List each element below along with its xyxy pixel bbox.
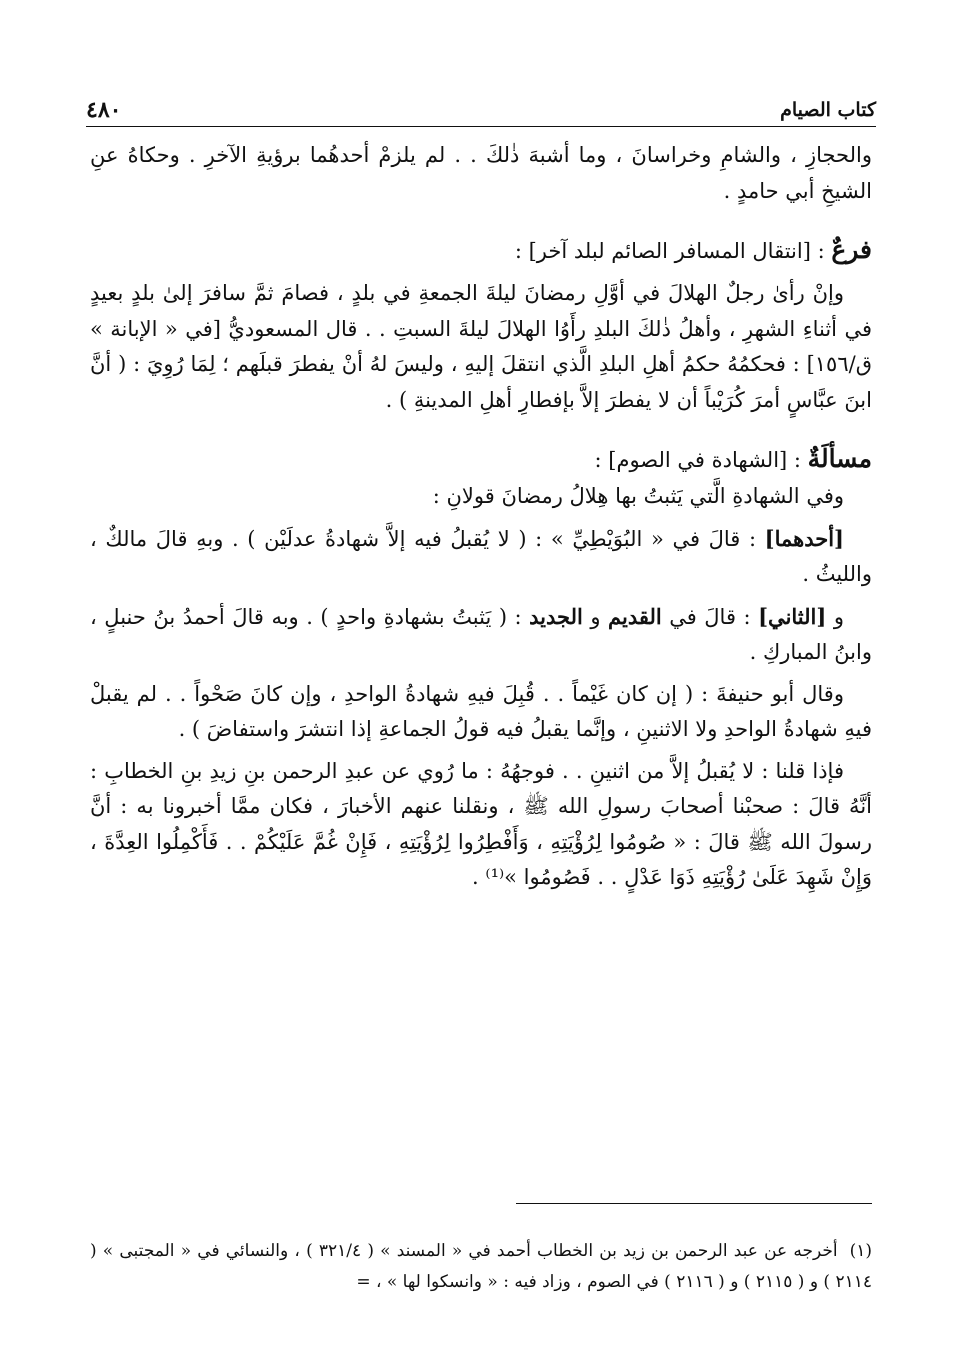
paragraph-3: وفي الشهادةِ الَّتي يَثبتُ بها هِلالُ رمضانَ قولانِ : bbox=[432, 484, 844, 508]
paragraph-5-prefix: و bbox=[826, 604, 844, 629]
section-heading-far bbox=[90, 231, 872, 270]
heading-keyword: فرعٌ bbox=[831, 235, 872, 264]
paragraph-4 bbox=[90, 521, 872, 593]
page-header bbox=[86, 86, 876, 122]
paragraph-6: وقال أبو حنيفةَ : ( إن كان غَيْماً . . قُبِلَ فيهِ شهادةُ الواحدِ ، وإن كانَ صَحْواً . . لم يقبلْ فيهِ شهادةُ الواحدِ ولا الاثنينِ ، وإنَّما يقبلُ فيه قولُ الجماعةِ إذا انتشرَ واستفاضَ ) . bbox=[90, 681, 872, 741]
footnote-text: أخرجه عن عبد الرحمن بن زيد بن الخطاب أحمد في « المسند » ( ٣٢١/٤ ) ، والنسائي في « المجتبى » ( ٢١١٤ ) و ( ٢١١٥ ) و ( ٢١١٦ ) في الصوم ، وزاد فيه : « وانسكوا لها » ، = bbox=[90, 1241, 872, 1292]
paragraph-2: وإنْ رأىٰ رجلٌ الهلالَ في أوَّلِ رمضانَ ليلةَ الجمعةِ في بلدٍ ، فصامَ ثمَّ سافرَ إلىٰ بلدٍ بعيدٍ في أثناءِ الشهرِ ، وأهلُ ذٰلكَ البلدِ رأَوُا الهلالَ ليلةَ السبتِ . . قال المسعوديُّ [في « الإبانة » ق/١٥٦] : فحكمُهُ حكمُ أهلِ البلدِ الَّذي انتقلَ إليهِ ، وليسَ لهُ أنْ يفطرَ قبلَهم ؛ لِمَا رُوِيَ : ( أنَّ ابنَ عبَّاسٍ أمرَ كُرَيْباً أن لا يفطرَ إلاَّ بإفطارِ أهلِ المدينةِ ) . bbox=[90, 281, 872, 412]
opinion-label-first: [أحدهما] bbox=[764, 525, 844, 551]
term-jadid: الجديد bbox=[529, 603, 583, 629]
term-qadim: القديم bbox=[608, 603, 662, 629]
spacer bbox=[90, 418, 872, 440]
heading-keyword: مسألَةٌ bbox=[807, 444, 872, 473]
page-number: ٤٨٠ bbox=[86, 97, 122, 123]
paragraph-5-mid: : قالَ في bbox=[661, 604, 759, 629]
paragraph-4-text: : قالَ في « البُوَيْطِيِّ » : ( لا يُقبلُ فيه إلاَّ شهادةُ عدلَيْن ) . وبهِ قالَ مالكٌ ، والليثُ . bbox=[90, 526, 872, 586]
heading-title: : [الشهادة في الصوم] : bbox=[594, 448, 808, 472]
main-text bbox=[90, 138, 872, 896]
section-heading-masala bbox=[90, 440, 872, 479]
running-title: كتاب الصيام bbox=[780, 99, 876, 121]
paragraph-7: فإذا قلنا : لا يُقبلُ إلاَّ من اثنينِ . . فوجهُهُ : ما رُوي عن عبدِ الرحمن بنِ زيدِ بنِ الخطابِ : أنَّهُ قالَ : صحبْنا أصحابَ رسولِ الله ﷺ ، ونقلنا عنهم الأخبارَ ، فكان ممَّا أخبرونا به : أنَّ رسولَ الله ﷺ قالَ : « صُومُوا لِرُؤْيَتِهِ ، وَأَفْطِرُوا لِرُؤْيَتِهِ ، فَإِنْ غُمَّ عَلَيْكُمْ . . فَأَكْمِلُوا العِدَّةَ ، وَإِنْ شَهِدَ عَلَىٰ رُؤْيَتِهِ ذَوَا عَدْلٍ . . فَصُومُوا »⁽¹⁾ . bbox=[90, 758, 872, 889]
heading-title: : [انتقال المسافر الصائم لبلد آخر] : bbox=[514, 239, 832, 263]
opinion-label-second: [الثاني] bbox=[758, 603, 827, 629]
footnote bbox=[90, 1236, 872, 1298]
footnote-rule bbox=[516, 1203, 872, 1204]
paragraph-5-and: و bbox=[582, 604, 609, 629]
header-rule bbox=[86, 126, 876, 127]
paragraph-5-text: : ( يَثبتُ بشهادةِ واحدٍ ) . وبه قالَ أحمدُ بنُ حنبلٍ ، وابنُ المباركِ . bbox=[90, 604, 872, 664]
paragraph-1: والحجازِ ، والشامِ وخراسانَ ، وما أشبهَ ذٰلكَ . . لم يلزمْ أحدهُما برؤيةِ الآخرِ . وحكاهُ عنِ الشيخِ أبي حامدٍ . bbox=[90, 143, 872, 203]
footnote-number: (١) bbox=[849, 1241, 873, 1261]
paragraph-5 bbox=[90, 599, 872, 671]
spacer bbox=[90, 209, 872, 231]
